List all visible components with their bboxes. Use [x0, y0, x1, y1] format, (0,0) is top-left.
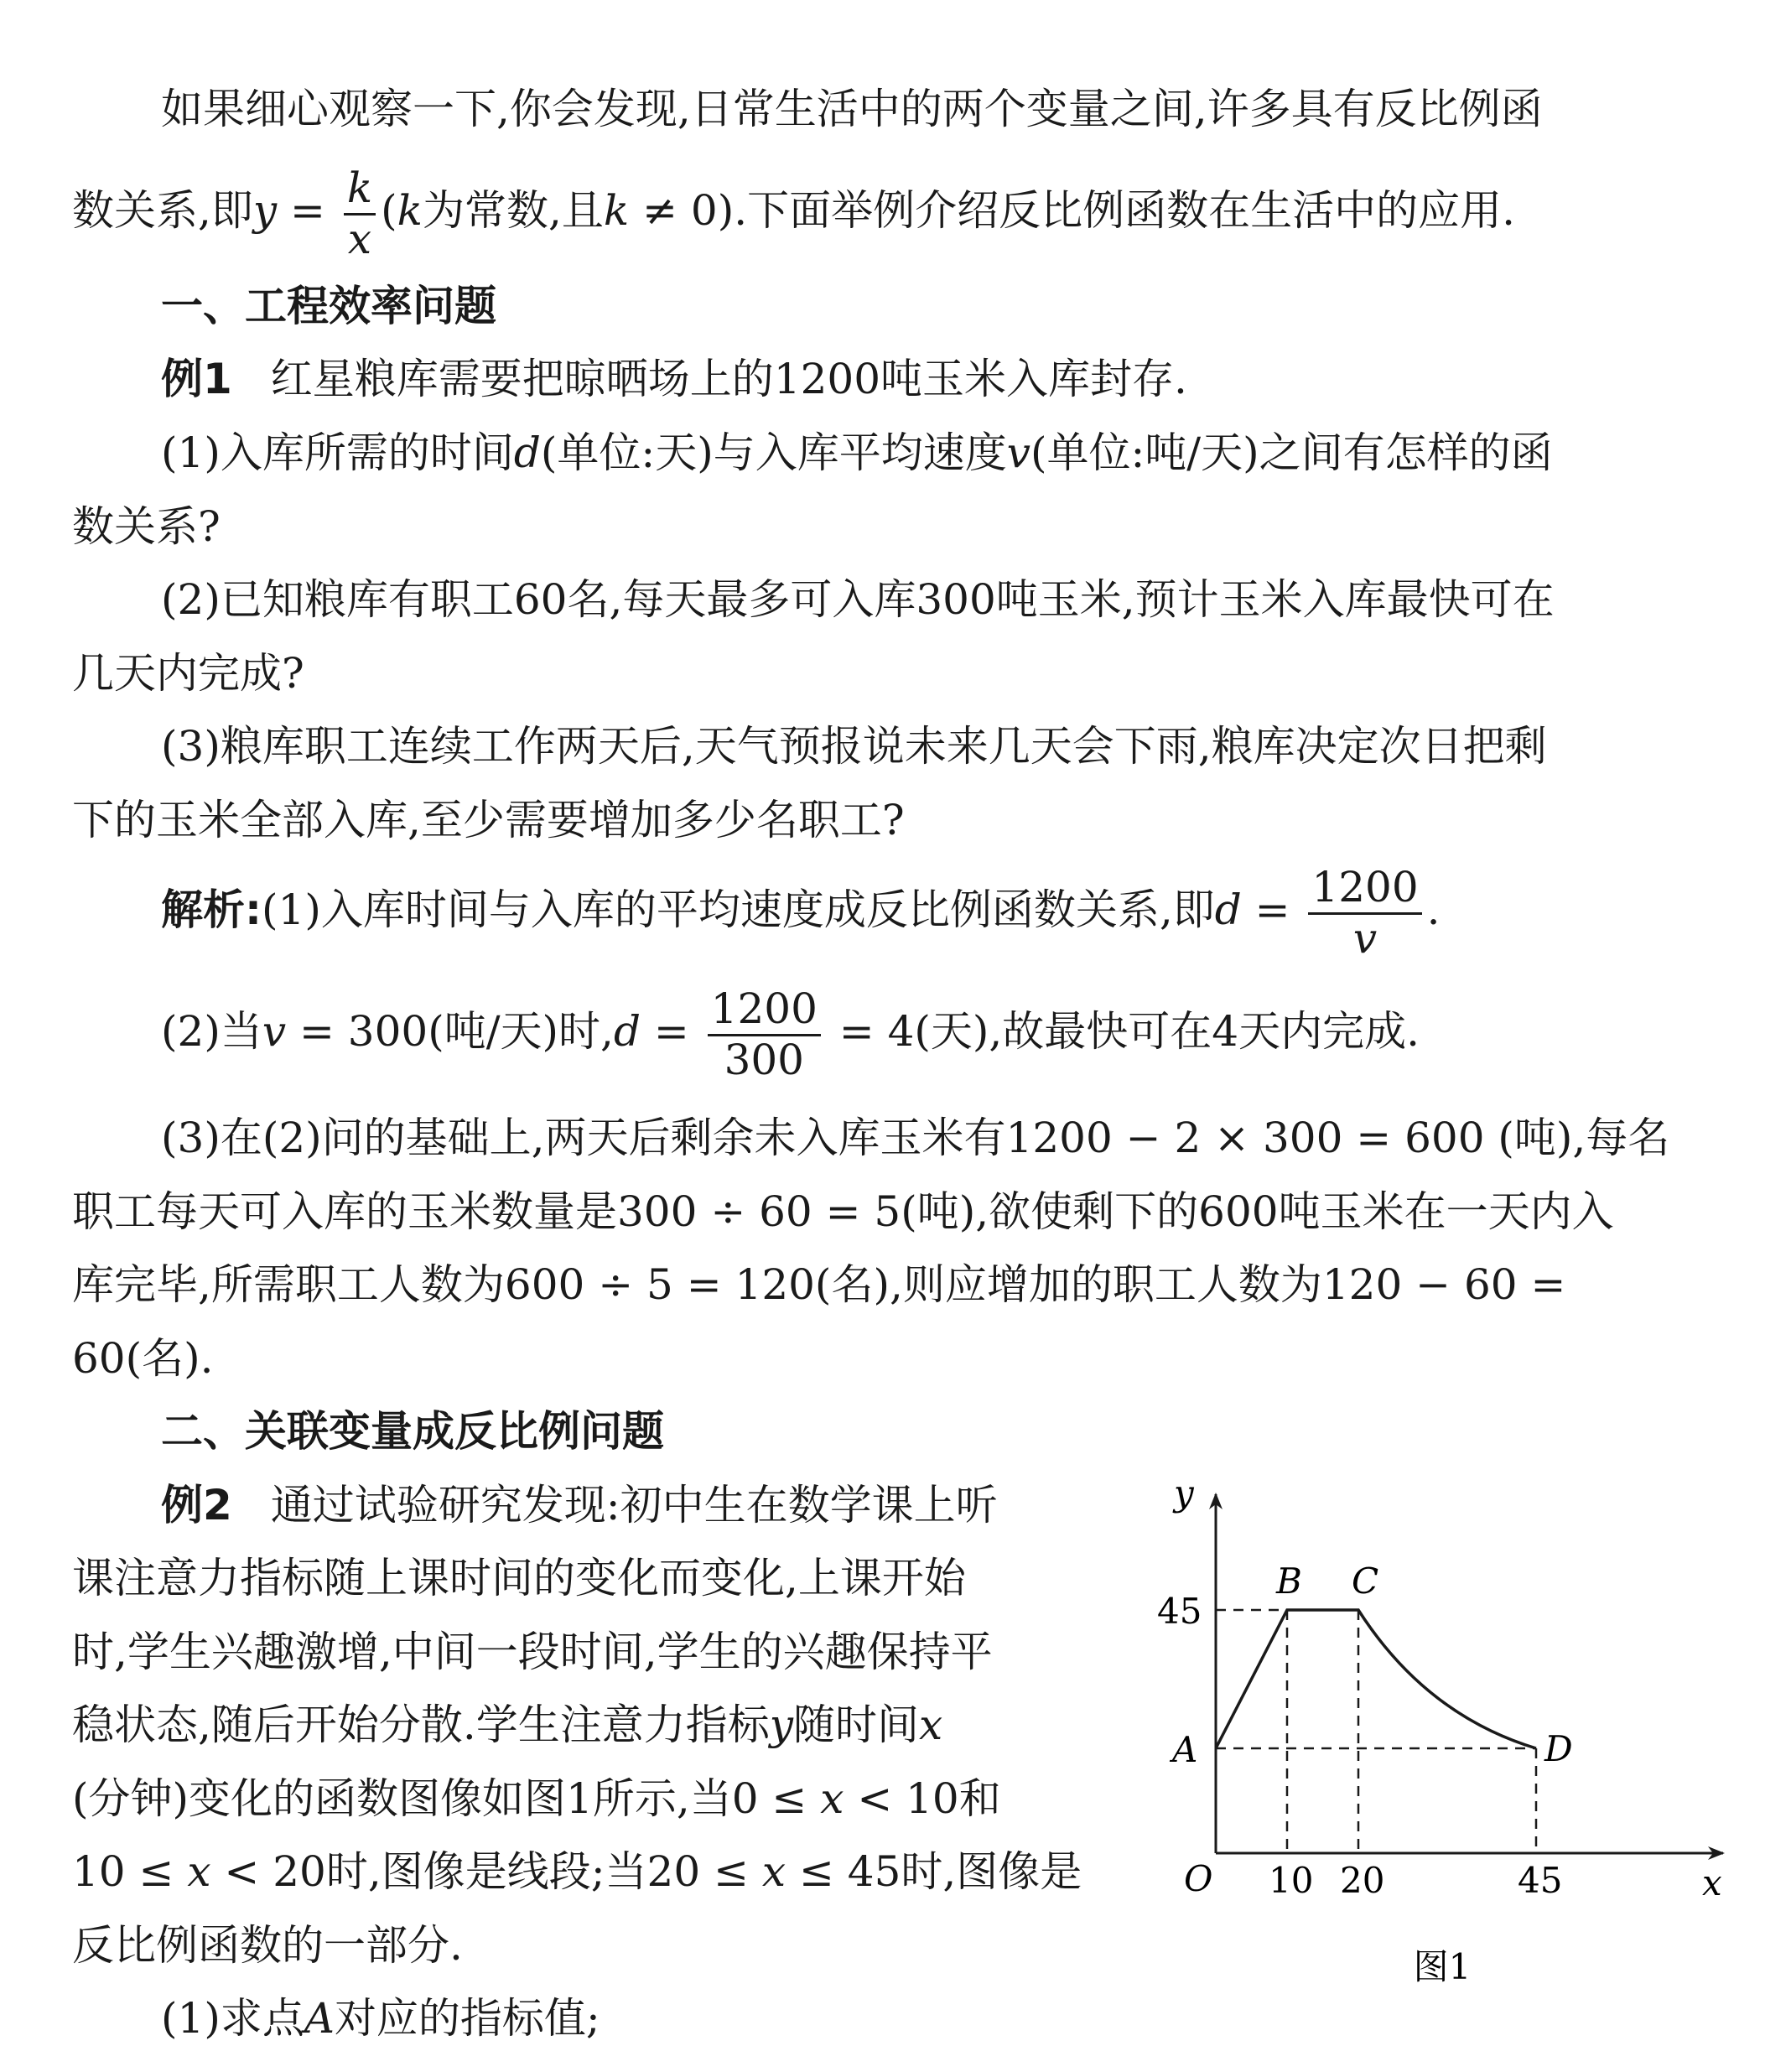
l6-text-a: 10 ≤ — [72, 1847, 188, 1896]
xtick-20: 20 — [1340, 1860, 1385, 1901]
solution-2 — [161, 985, 1420, 1084]
point-B-label: B — [1276, 1560, 1302, 1602]
sol2-equals: = — [640, 1007, 703, 1056]
example-1-text: 红星粮库需要把晾晒场上的1200吨玉米入库封存. — [270, 355, 1187, 403]
point-D-label: D — [1544, 1728, 1573, 1769]
var-x2: x — [761, 1847, 786, 1896]
question-3-line-1: (3)粮库职工连续工作两天后,天气预报说未来几天会下雨,粮库决定次日把剩 — [161, 722, 1547, 771]
fraction-numerator: k — [344, 164, 376, 216]
ex2-q1-text-a: (1)求点 — [161, 1994, 304, 2043]
example-1 — [161, 354, 1187, 404]
example-label-2: 例2 — [161, 1481, 232, 1529]
var-x: x — [187, 1847, 211, 1896]
var-v-sol: v — [262, 1007, 287, 1056]
sol1-period: . — [1426, 885, 1441, 934]
ex2-q1-text-b: 对应的指标值; — [334, 1994, 600, 2043]
intro-text-2d: ≠ 0).下面举例介绍反比例函数在生活中的应用. — [629, 186, 1515, 235]
l5-text-b: < 10和 — [844, 1774, 1001, 1823]
question-2-line-2: 几天内完成? — [72, 649, 304, 698]
sol2-text-c: = 4(天),故最快可在4天内完成. — [825, 1007, 1420, 1056]
fraction-denominator: v — [1352, 913, 1378, 963]
axis-x-label: x — [1702, 1862, 1722, 1903]
var-y: y — [769, 1701, 794, 1749]
q1-text-b: (单位:天)与入库平均速度 — [540, 428, 1007, 477]
example-2-line-1 — [161, 1480, 998, 1530]
figure-1 — [1157, 1476, 1761, 2029]
q1-text-a: (1)入库所需的时间 — [161, 428, 514, 477]
function-graph — [1216, 1610, 1536, 1748]
sol1-equals: = — [1241, 885, 1304, 934]
solution-label: 解析: — [161, 885, 262, 934]
section-heading-1: 一、工程效率问题 — [161, 282, 496, 330]
intro-text-1: 如果细心观察一下,你会发现,日常生活中的两个变量之间,许多具有反比例函 — [161, 85, 1543, 133]
intro-text-2a: 数关系,即 — [72, 186, 253, 235]
l4-text-b: 随时间 — [793, 1701, 920, 1749]
xtick-10: 10 — [1269, 1860, 1314, 1901]
origin-label: O — [1184, 1858, 1213, 1899]
var-x: x — [919, 1701, 943, 1749]
example-2-line-7: 反比例函数的一部分. — [72, 1921, 463, 1970]
intro-line-2 — [72, 164, 1515, 263]
question-3-line-2: 下的玉米全部入库,至少需要增加多少名职工? — [72, 796, 905, 844]
question-1-line-1 — [161, 428, 1553, 478]
fraction-denominator: 300 — [724, 1035, 804, 1084]
var-k: k — [397, 186, 423, 235]
var-d-sol: d — [1214, 885, 1242, 934]
point-A-ref: A — [304, 1994, 335, 2043]
example-label-1: 例1 — [161, 355, 232, 403]
point-C-label: C — [1352, 1560, 1379, 1602]
fraction-denominator: x — [347, 214, 372, 263]
solution-3-line-4: 60(名). — [72, 1334, 214, 1383]
l5-text-a: (分钟)变化的函数图像如图1所示,当0 ≤ — [72, 1774, 821, 1823]
solution-3-line-2: 职工每天可入库的玉米数量是300 ÷ 60 = 5(吨),欲使剩下的600吨玉米在一天内入 — [72, 1187, 1614, 1236]
example-2-question-1 — [161, 1993, 600, 2043]
intro-text-2b: ( — [381, 186, 397, 235]
fraction-k-over-x — [344, 164, 376, 263]
var-k2: k — [603, 186, 630, 235]
sol2-text-b: = 300(吨/天)时, — [286, 1007, 614, 1056]
axis-y-label: y — [1174, 1476, 1194, 1514]
q1-text-c: (单位:吨/天)之间有怎样的函 — [1030, 428, 1553, 477]
fraction-numerator: 1200 — [1308, 864, 1421, 915]
solution-3-line-1: (3)在(2)问的基础上,两天后剩余未入库玉米有1200 − 2 × 300 = 600 (吨),每名 — [161, 1114, 1670, 1162]
eq-equals: = — [277, 186, 339, 235]
var-x: x — [820, 1774, 844, 1823]
l6-text-b: < 20时,图像是线段;当20 ≤ — [210, 1847, 762, 1896]
example-2-text-1: 通过试验研究发现:初中生在数学课上听 — [270, 1481, 998, 1529]
eq-y: y — [252, 186, 278, 235]
solution-1 — [161, 864, 1441, 963]
intro-line-1 — [161, 84, 1543, 134]
fraction-numerator: 1200 — [708, 985, 821, 1036]
fraction-1200-over-v — [1308, 864, 1421, 963]
var-v: v — [1006, 428, 1030, 477]
intro-text-2c: 为常数,且 — [422, 186, 604, 235]
example-2-line-3: 时,学生兴趣激增,中间一段时间,学生的兴趣保持平 — [72, 1628, 993, 1676]
question-2-line-1: (2)已知粮库有职工60名,每天最多可入库300吨玉米,预计玉米入库最快可在 — [161, 575, 1555, 624]
xtick-45: 45 — [1518, 1860, 1563, 1901]
example-2-line-2: 课注意力指标随上课时间的变化而变化,上课开始 — [72, 1554, 966, 1602]
ytick-45: 45 — [1157, 1591, 1202, 1632]
l4-text-a: 稳状态,随后开始分散.学生注意力指标 — [72, 1701, 770, 1749]
point-A-label: A — [1172, 1729, 1198, 1770]
sol2-text-a: (2)当 — [161, 1007, 262, 1056]
example-2-line-6 — [72, 1846, 1082, 1897]
question-1-line-2: 数关系? — [72, 502, 221, 551]
example-2-line-4 — [72, 1700, 942, 1750]
fraction-1200-over-300 — [708, 985, 821, 1084]
figure-caption: 图1 — [1413, 1946, 1472, 1987]
var-d: d — [513, 428, 541, 477]
solution-1-text: (1)入库时间与入库的平均速度成反比例函数关系,即 — [262, 885, 1215, 934]
var-d-sol2: d — [613, 1007, 641, 1056]
l6-text-c: ≤ 45时,图像是 — [786, 1847, 1082, 1896]
solution-3-line-3: 库完毕,所需职工人数为600 ÷ 5 = 120(名),则应增加的职工人数为120 − 60 = — [72, 1260, 1566, 1309]
example-2-line-5 — [72, 1773, 1001, 1824]
section-heading-2: 二、关联变量成反比例问题 — [161, 1407, 664, 1456]
